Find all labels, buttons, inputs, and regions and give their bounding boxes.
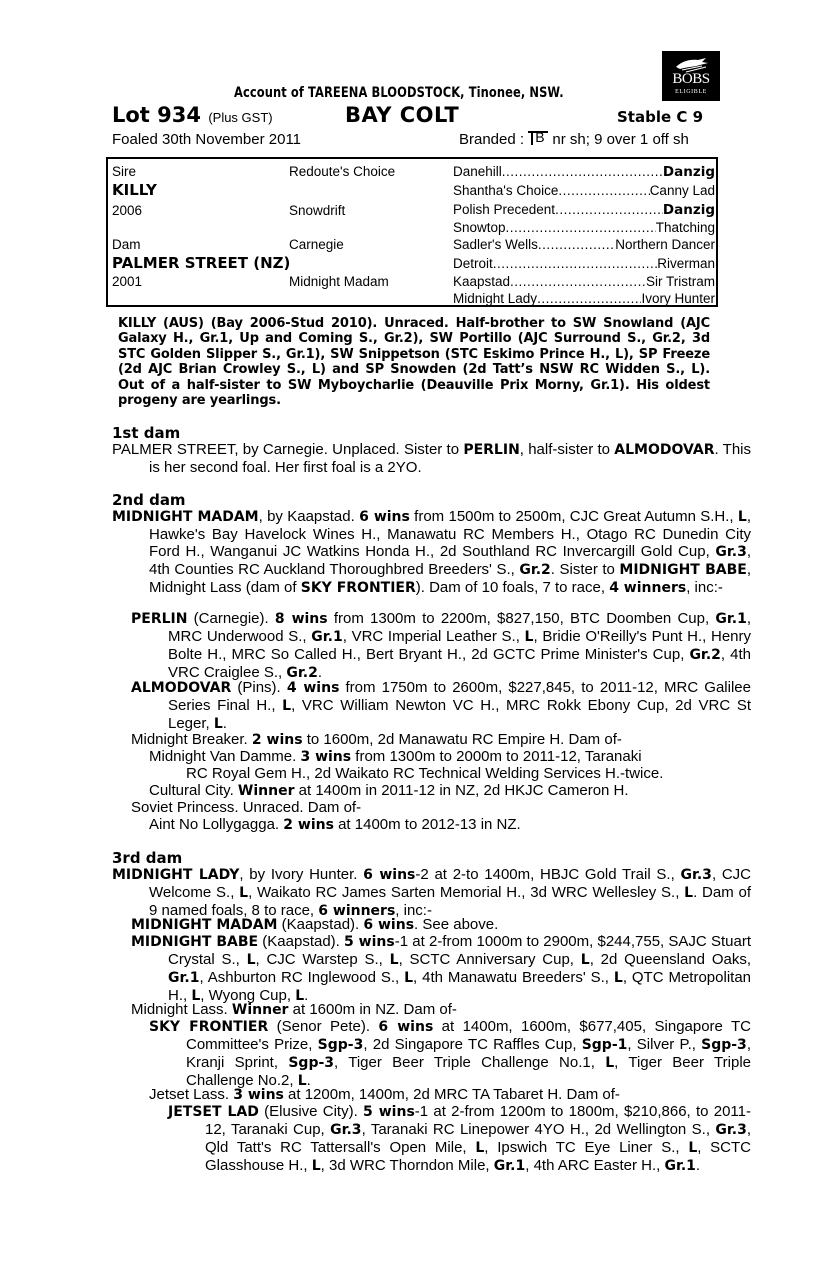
pedigree-table (106, 157, 718, 307)
progeny-midnight-breaker: Midnight Breaker. 2 wins to 1600m, 2d Manawatu RC Empire H. Dam of- (131, 731, 622, 748)
sire-year: 2006 (112, 203, 143, 218)
branded-label: Branded : (459, 131, 525, 148)
logo-subtext: ELIGIBLE (675, 89, 707, 95)
progeny-midnight-babe: MIDNIGHT BABE (Kaapstad). 5 wins-1 at 2-from 1000m to 2900m, $244,755, SAJC Stuart Crystal S., L, CJC Warstep S., L, SCTC Anniversary Cup, L, 2d Queensland Oaks, Gr.1, Ashburton RC Inglewood S., L, 4th Manawatu Breeders' S., L, QTC Metropolitan H., L, Wyong Cup, L. (131, 933, 752, 1004)
third-dam-text: MIDNIGHT LADY, by Ivory Hunter. 6 wins-2 at 2-to 1400m, HBJC Gold Trail S., Gr.3, CJC Welcome S., L, Waikato RC James Sarten Memorial H., 3d WRC Wellesley S., L. Dam of 9 named foals, 8 to race, 6 winners, inc:- (112, 866, 751, 919)
dam-sire: Carnegie (289, 237, 344, 252)
branded-text: nr sh; 9 over 1 off sh (552, 131, 689, 148)
lot-number (112, 103, 273, 127)
brand-info (459, 131, 689, 148)
progeny-soviet-princess: Soviet Princess. Unraced. Dam of- (131, 799, 362, 816)
progeny-midnight-lass: Midnight Lass. Winner at 1600m in NZ. Dam of- (131, 1001, 457, 1018)
dam-year: 2001 (112, 274, 143, 289)
progeny-cultural-city: Cultural City. Winner at 1400m in 2011-12 in NZ, 2d HKJC Cameron H. (149, 782, 629, 799)
brand-symbol-icon: B (528, 131, 548, 145)
progeny-jetset-lad: JETSET LAD (Elusive City). 5 wins-1 at 2-from 1200m to 1800m, $210,866, to 2011-12, Taranaki Cup, Gr.3, Taranaki RC Linepower 4YO H., 2d Wellington S., Gr.3, Qld Tatt's RC Tattersall's Open Mile, L, Ipswich TC Eye Liner S., L, SCTC Glasshouse H., L, 3d WRC Thorndon Mile, Gr.1, 4th ARC Easter H., Gr.1. (168, 1103, 752, 1174)
section-heading-3rd-dam: 3rd dam (112, 849, 183, 867)
lot-label: Lot 934 (112, 103, 201, 127)
lot-gst-note: (Plus GST) (208, 110, 273, 125)
grandparent-row: Shantha's Choice ..... Canny Lad (453, 183, 715, 199)
sire-label: Sire (112, 164, 137, 179)
foaled-date: Foaled 30th November 2011 (112, 131, 302, 148)
progeny-midnight-van-damme-cont: RC Royal Gem H., 2d Waikato RC Technical Welding Services H.-twice. (186, 765, 664, 782)
dam-name: PALMER STREET (NZ) (112, 254, 291, 272)
dam-dam: Midnight Madam (289, 274, 389, 289)
grandparent-row: Sadler's Wells ..... Northern Dancer (453, 237, 715, 253)
progeny-almodovar: ALMODOVAR (Pins). 4 wins from 1750m to 2600m, $227,845, to 2011-12, MRC Galilee Series Final H., L, VRC William Newton VC H., MRC Rokk Ebony Cup, 2d VRC St Leger, L. (131, 679, 751, 732)
progeny-sky-frontier: SKY FRONTIER (Senor Pete). 6 wins at 1400m, 1600m, $677,405, Singapore TC Committee's Prize, Sgp-3, 2d Singapore TC Raffles Cup, Sgp-1, Silver P., Sgp-3, Kranji Sprint, Sgp-3, Tiger Beer Triple Challenge No.1, L, Tiger Beer Triple Challenge No.2, L. (149, 1018, 752, 1089)
first-dam-text: PALMER STREET, by Carnegie. Unplaced. Sister to PERLIN, half-sister to ALMODOVAR. This is her second foal. Her first foal is a 2YO. (112, 441, 751, 476)
vendor-account: Account of TAREENA BLOODSTOCK, Tinonee, NSW. (234, 85, 564, 101)
dam-label: Dam (112, 237, 141, 252)
logo-text: BOBS (672, 71, 710, 87)
section-heading-1st-dam: 1st dam (112, 424, 181, 442)
sire-description: KILLY (AUS) (Bay 2006-Stud 2010). Unraced. Half-brother to SW Snowland (AJC Galaxy H., Gr.1, Up and Coming S., Gr.2), SW Portillo (AJC Surround S., Gr.2, 3d STC Golden Slipper S., Gr.1), SW Snippetson (STC Eskimo Prince H., L), SP Freeze (2d AJC Brian Crowley S., L) and SP Snowden (2d Tatt’s NSW RC Widden S., L). Out of a half-sister to SW Myboycharlie (Deauville Prix Morny, Gr.1). His oldest progeny are yearlings. (118, 316, 710, 409)
page-title: BAY COLT (345, 103, 460, 127)
grandparent-row: Midnight Lady ..... Ivory Hunter (453, 291, 715, 307)
sire-name: KILLY (112, 181, 157, 199)
section-heading-2nd-dam: 2nd dam (112, 491, 186, 509)
grandparent-row: Kaapstad ..... Sir Tristram (453, 274, 715, 290)
stable-location: Stable C 9 (617, 108, 704, 126)
sire-sire: Redoute's Choice (289, 164, 396, 179)
second-dam-text: MIDNIGHT MADAM, by Kaapstad. 6 wins from 1500m to 2500m, CJC Great Autumn S.H., L, Hawke's Bay Havelock Wines H., Manawatu RC Members H., Otago RC Dunedin City Ford H., Wanganui JC Watkins Honda H., 2d Southland RC Invercargill Gold Cup, Gr.3, 4th Counties RC Auckland Thoroughbred Breeders' S., Gr.2. Sister to MIDNIGHT BABE, Midnight Lass (dam of SKY FRONTIER). Dam of 10 foals, 7 to race, 4 winners, inc:- (112, 508, 751, 596)
progeny-jetset-lass: Jetset Lass. 3 wins at 1200m, 1400m, 2d MRC TA Tabaret H. Dam of- (149, 1086, 620, 1103)
grandparent-row: Danehill ..... Danzig (453, 164, 715, 180)
sire-dam: Snowdrift (289, 203, 346, 218)
grandparent-row: Detroit ..... Riverman (453, 256, 715, 272)
progeny-aint-no-lollygagga: Aint No Lollygagga. 2 wins at 1400m to 2012-13 in NZ. (149, 816, 521, 833)
progeny-perlin: PERLIN (Carnegie). 8 wins from 1300m to 2200m, $827,150, BTC Doomben Cup, Gr.1, MRC Underwood S., Gr.1, VRC Imperial Leather S., L, Bridie O'Reilly's Punt H., Henry Bolte H., MRC So Called H., Bert Bryant H., 2d GCTC Prime Minister's Cup, Gr.2, 4th VRC Craiglee S., Gr.2. (131, 610, 751, 681)
progeny-midnight-van-damme: Midnight Van Damme. 3 wins from 1300m to 2000m to 2011-12, Taranaki (149, 748, 642, 765)
progeny-midnight-madam: MIDNIGHT MADAM (Kaapstad). 6 wins. See above. (131, 916, 499, 933)
grandparent-row: Snowtop ..... Thatching (453, 220, 715, 236)
bobs-eligible-logo (662, 51, 720, 101)
grandparent-row: Polish Precedent ..... Danzig (453, 202, 715, 218)
